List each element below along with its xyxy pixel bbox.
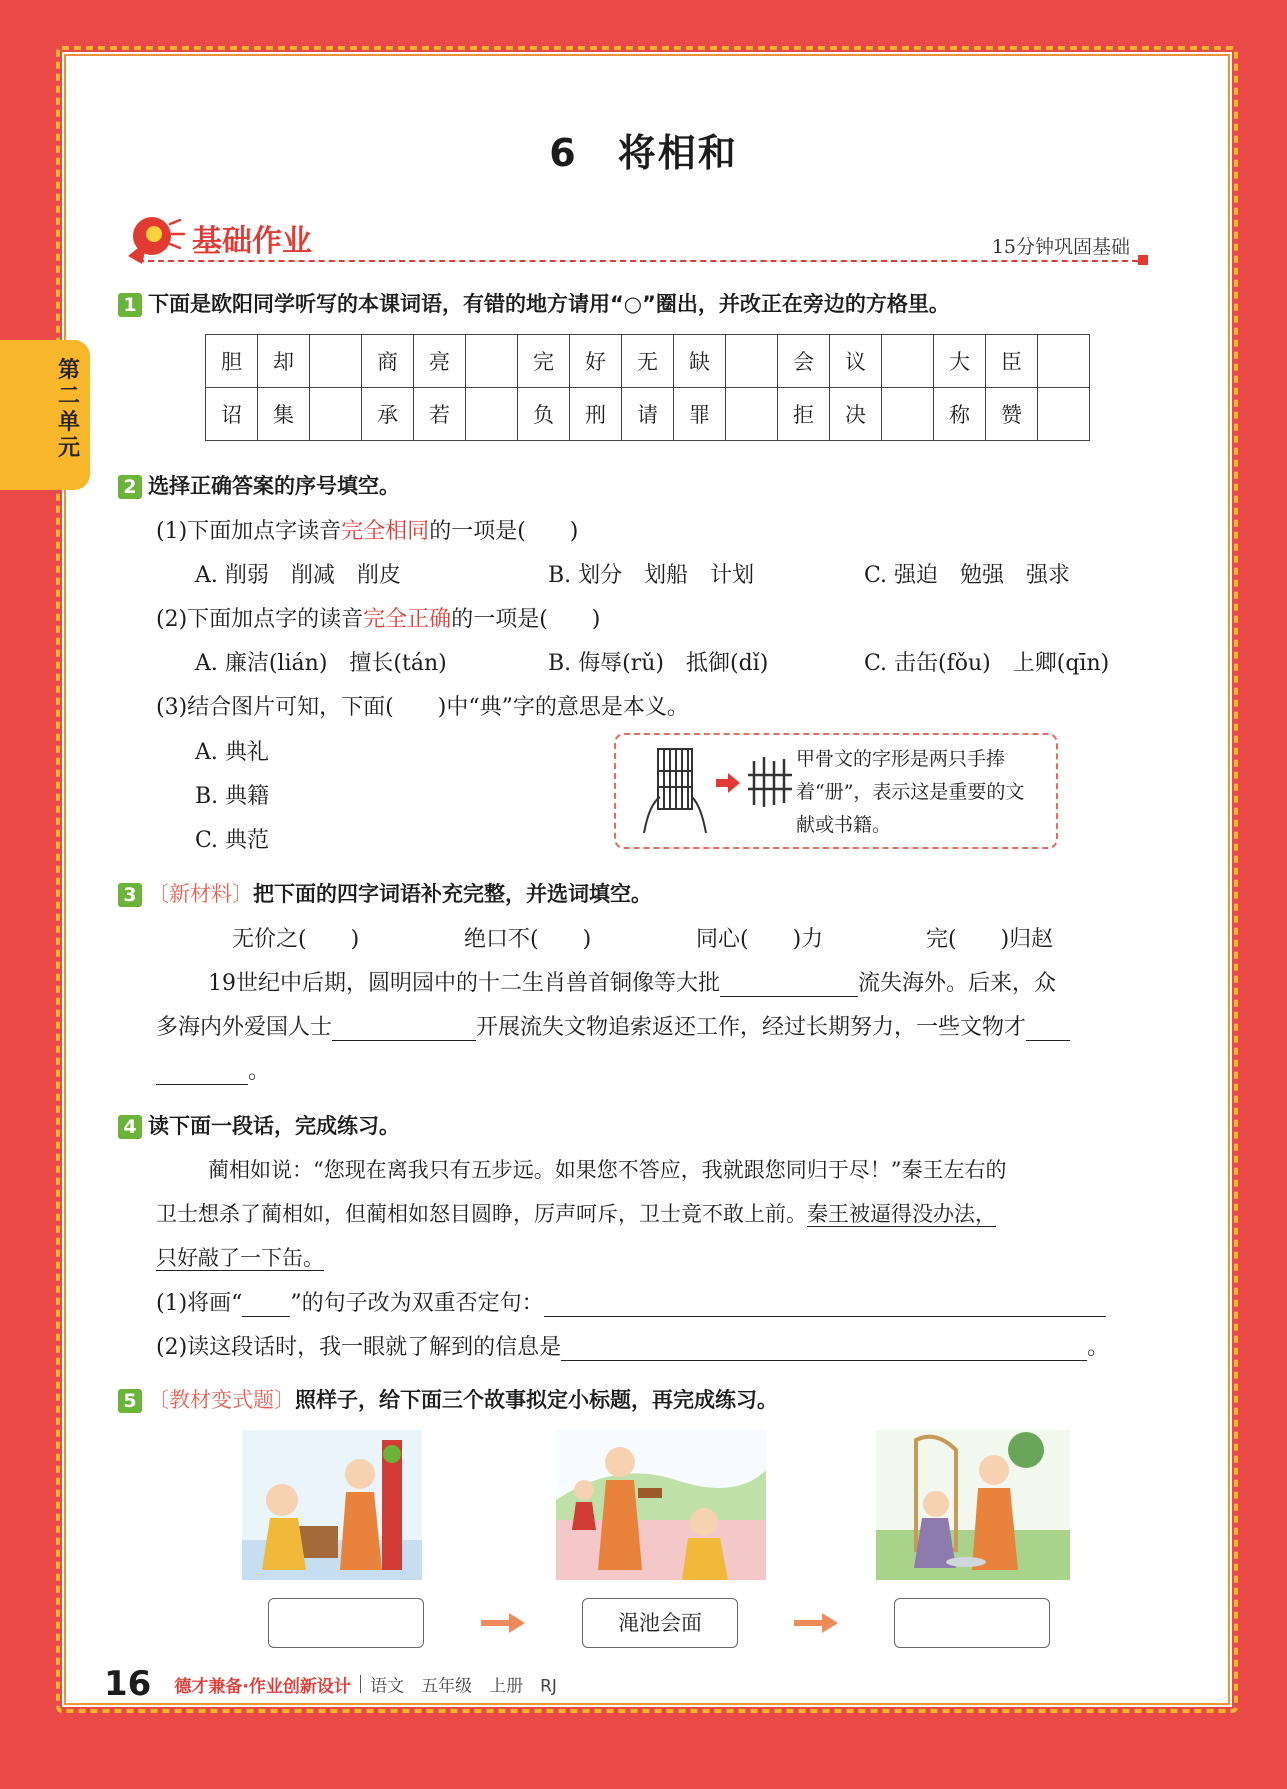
answer-cell[interactable] <box>882 335 934 388</box>
answer-cell[interactable] <box>882 388 934 441</box>
emphasis-text: 完全正确 <box>363 607 452 632</box>
q2-sub3: (3)结合图片可知，下面( )中“典”字的意思是本义。 <box>156 695 689 720</box>
grid-cell: 无 <box>622 335 674 388</box>
question-5 <box>118 1384 778 1414</box>
para-text: 。 <box>248 1059 271 1084</box>
grid-cell: 赞 <box>986 388 1038 441</box>
option-a[interactable]: A. 典礼 <box>195 740 269 765</box>
page-number: 16 <box>104 1664 152 1704</box>
fill-blank[interactable] <box>332 1018 476 1041</box>
grid-cell: 拒 <box>778 388 830 441</box>
divider-end-marker <box>1138 255 1148 265</box>
grid-cell: 大 <box>934 335 986 388</box>
option-b[interactable]: B. 划分 划船 计划 <box>548 563 755 588</box>
q3-para-line-3 <box>156 1054 270 1085</box>
unit-side-label: 第二单元 <box>57 358 80 461</box>
answer-cell[interactable] <box>1038 335 1090 388</box>
question-prompt: 照样子，给下面三个故事拟定小标题，再完成练习。 <box>295 1388 778 1412</box>
sub-text: (1)将画“ <box>156 1291 243 1316</box>
para-text: 19世纪中后期，圆明园中的十二生肖兽首铜像等大批 <box>208 971 720 996</box>
underlined-sentence: 只好敲了一下缶。 <box>156 1246 324 1270</box>
fill-blank[interactable] <box>720 974 858 997</box>
fill-blank[interactable] <box>1026 1018 1070 1041</box>
idiom-blank-3[interactable]: 同心( )力 <box>696 927 824 952</box>
question-1 <box>118 288 950 318</box>
question-2 <box>118 470 400 500</box>
underlined-sentence: 秦王被逼得没办法， <box>807 1202 996 1226</box>
title-box-3[interactable] <box>894 1598 1050 1648</box>
grid-cell: 好 <box>570 335 622 388</box>
section-title: 基础作业 <box>192 224 312 259</box>
option-b[interactable]: B. 典籍 <box>195 784 270 809</box>
question-prompt: 读下面一段话，完成练习。 <box>148 1114 400 1138</box>
grid-cell: 议 <box>830 335 882 388</box>
story-illustration-apology <box>876 1430 1070 1580</box>
question-prompt: 下面是欧阳同学听写的本课词语，有错的地方请用“○”圈出，并改正在旁边的方格里。 <box>148 292 950 316</box>
arrow-right-icon <box>794 1612 838 1634</box>
grid-cell: 会 <box>778 335 830 388</box>
grid-cell: 完 <box>518 335 570 388</box>
grid-cell: 负 <box>518 388 570 441</box>
arrow-right-icon <box>481 1612 525 1634</box>
answer-cell[interactable] <box>726 388 778 441</box>
sub-text: 的一项是( ) <box>451 607 601 632</box>
para-text: 开展流失文物追索返还工作，经过长期努力，一些文物才 <box>476 1015 1027 1040</box>
sub-text: 。 <box>1087 1335 1110 1360</box>
title-box-2[interactable]: 渑池会面 <box>582 1598 738 1648</box>
grid-cell: 臣 <box>986 335 1038 388</box>
para-text: 流失海外。后来，众 <box>858 971 1057 996</box>
answer-cell[interactable] <box>466 388 518 441</box>
grid-cell: 商 <box>362 335 414 388</box>
answer-line[interactable] <box>544 1294 1106 1317</box>
grid-cell: 承 <box>362 388 414 441</box>
grid-cell: 诏 <box>206 388 258 441</box>
sub-text: (1)下面加点字读音 <box>156 519 342 544</box>
passage-line-2 <box>156 1198 996 1228</box>
section-subtitle: 15分钟巩固基础 <box>991 236 1130 258</box>
grid-cell: 却 <box>258 335 310 388</box>
info-text: 甲骨文的字形是两只手捧着“册”，表示这是重要的文献或书籍。 <box>796 748 1025 836</box>
grid-row-1 <box>206 335 1090 388</box>
q4-sub1 <box>156 1286 1106 1317</box>
answer-cell[interactable] <box>726 335 778 388</box>
oracle-bone-illustration <box>630 741 800 841</box>
answer-line[interactable] <box>561 1338 1087 1361</box>
q3-para-line-1 <box>208 966 1056 997</box>
passage-line-3 <box>156 1242 324 1272</box>
answer-cell[interactable] <box>1038 388 1090 441</box>
grid-cell: 胆 <box>206 335 258 388</box>
idiom-blank-1[interactable]: 无价之( ) <box>232 927 360 952</box>
question-number: 2 <box>118 475 142 499</box>
passage-line-1: 蔺相如说：“您现在离我只有五步远。如果您不答应，我就跟您同归于尽！”秦王左右的 <box>208 1158 1007 1182</box>
grid-cell: 缺 <box>674 335 726 388</box>
story-illustration-jade <box>242 1430 422 1580</box>
emphasis-text: 完全相同 <box>341 519 430 544</box>
section-header <box>118 210 1158 270</box>
question-prompt: 选择正确答案的序号填空。 <box>148 474 400 498</box>
para-text: 多海内外爱国人士 <box>156 1015 333 1040</box>
question-number: 3 <box>118 883 142 907</box>
answer-cell[interactable] <box>310 335 362 388</box>
page-title: 6 将相和 <box>549 131 738 175</box>
sub-text: 的一项是( ) <box>429 519 579 544</box>
question-number: 4 <box>118 1115 142 1139</box>
grid-cell: 决 <box>830 388 882 441</box>
oracle-bone-info-box <box>614 733 1058 849</box>
q3-para-line-2 <box>156 1010 1070 1041</box>
footer-brand: 德才兼备·作业创新设计 <box>174 1676 351 1697</box>
question-number: 5 <box>118 1389 142 1413</box>
question-tag: 〔新材料〕 <box>148 882 253 906</box>
grid-cell: 集 <box>258 388 310 441</box>
title-box-1[interactable] <box>268 1598 424 1648</box>
option-c[interactable]: C. 典范 <box>195 828 270 853</box>
question-prompt: 把下面的四字词语补充完整，并选词填空。 <box>253 882 652 906</box>
sub-text: ”的句子改为双重否定句： <box>290 1291 544 1316</box>
underline-sample <box>242 1302 290 1317</box>
answer-cell[interactable] <box>466 335 518 388</box>
idiom-blank-4[interactable]: 完( )归赵 <box>926 927 1054 952</box>
dictation-grid <box>205 334 1090 441</box>
sub-text: (2)读这段话时，我一眼就了解到的信息是 <box>156 1335 562 1360</box>
grid-cell: 亮 <box>414 335 466 388</box>
option-a[interactable]: A. 削弱 削减 削皮 <box>195 563 401 588</box>
option-c[interactable]: C. 击缶(fǒu) 上卿(qīn) <box>864 651 1110 676</box>
grid-cell: 刑 <box>570 388 622 441</box>
grid-row-2 <box>206 388 1090 441</box>
passage-text: 卫士想杀了蔺相如，但蔺相如怒目圆睁，厉声呵斥，卫士竟不敢上前。 <box>156 1202 807 1226</box>
answer-cell[interactable] <box>310 388 362 441</box>
grid-cell: 若 <box>414 388 466 441</box>
question-tag: 〔教材变式题〕 <box>148 1388 295 1412</box>
q4-sub2 <box>156 1330 1109 1361</box>
option-c[interactable]: C. 强迫 勉强 强求 <box>864 563 1071 588</box>
sub-text: (2)下面加点字的读音 <box>156 607 364 632</box>
option-b[interactable]: B. 侮辱(rǔ) 抵御(dǐ) <box>548 651 769 676</box>
q2-sub1 <box>156 514 578 545</box>
q2-sub2 <box>156 602 600 633</box>
fill-blank[interactable] <box>156 1062 248 1085</box>
grid-cell: 称 <box>934 388 986 441</box>
grid-cell: 请 <box>622 388 674 441</box>
footer-separator <box>360 1675 361 1693</box>
question-4 <box>118 1110 400 1140</box>
option-a[interactable]: A. 廉洁(lián) 擅长(tán) <box>195 651 447 676</box>
footer <box>104 1664 557 1704</box>
question-3 <box>118 878 652 908</box>
question-number: 1 <box>118 293 142 317</box>
idiom-blank-2[interactable]: 绝口不( ) <box>464 927 592 952</box>
grid-cell: 罪 <box>674 388 726 441</box>
section-divider <box>138 260 1148 262</box>
footer-info: 语文 五年级 上册 RJ <box>370 1676 557 1697</box>
story-illustration-mianchi <box>556 1430 766 1580</box>
